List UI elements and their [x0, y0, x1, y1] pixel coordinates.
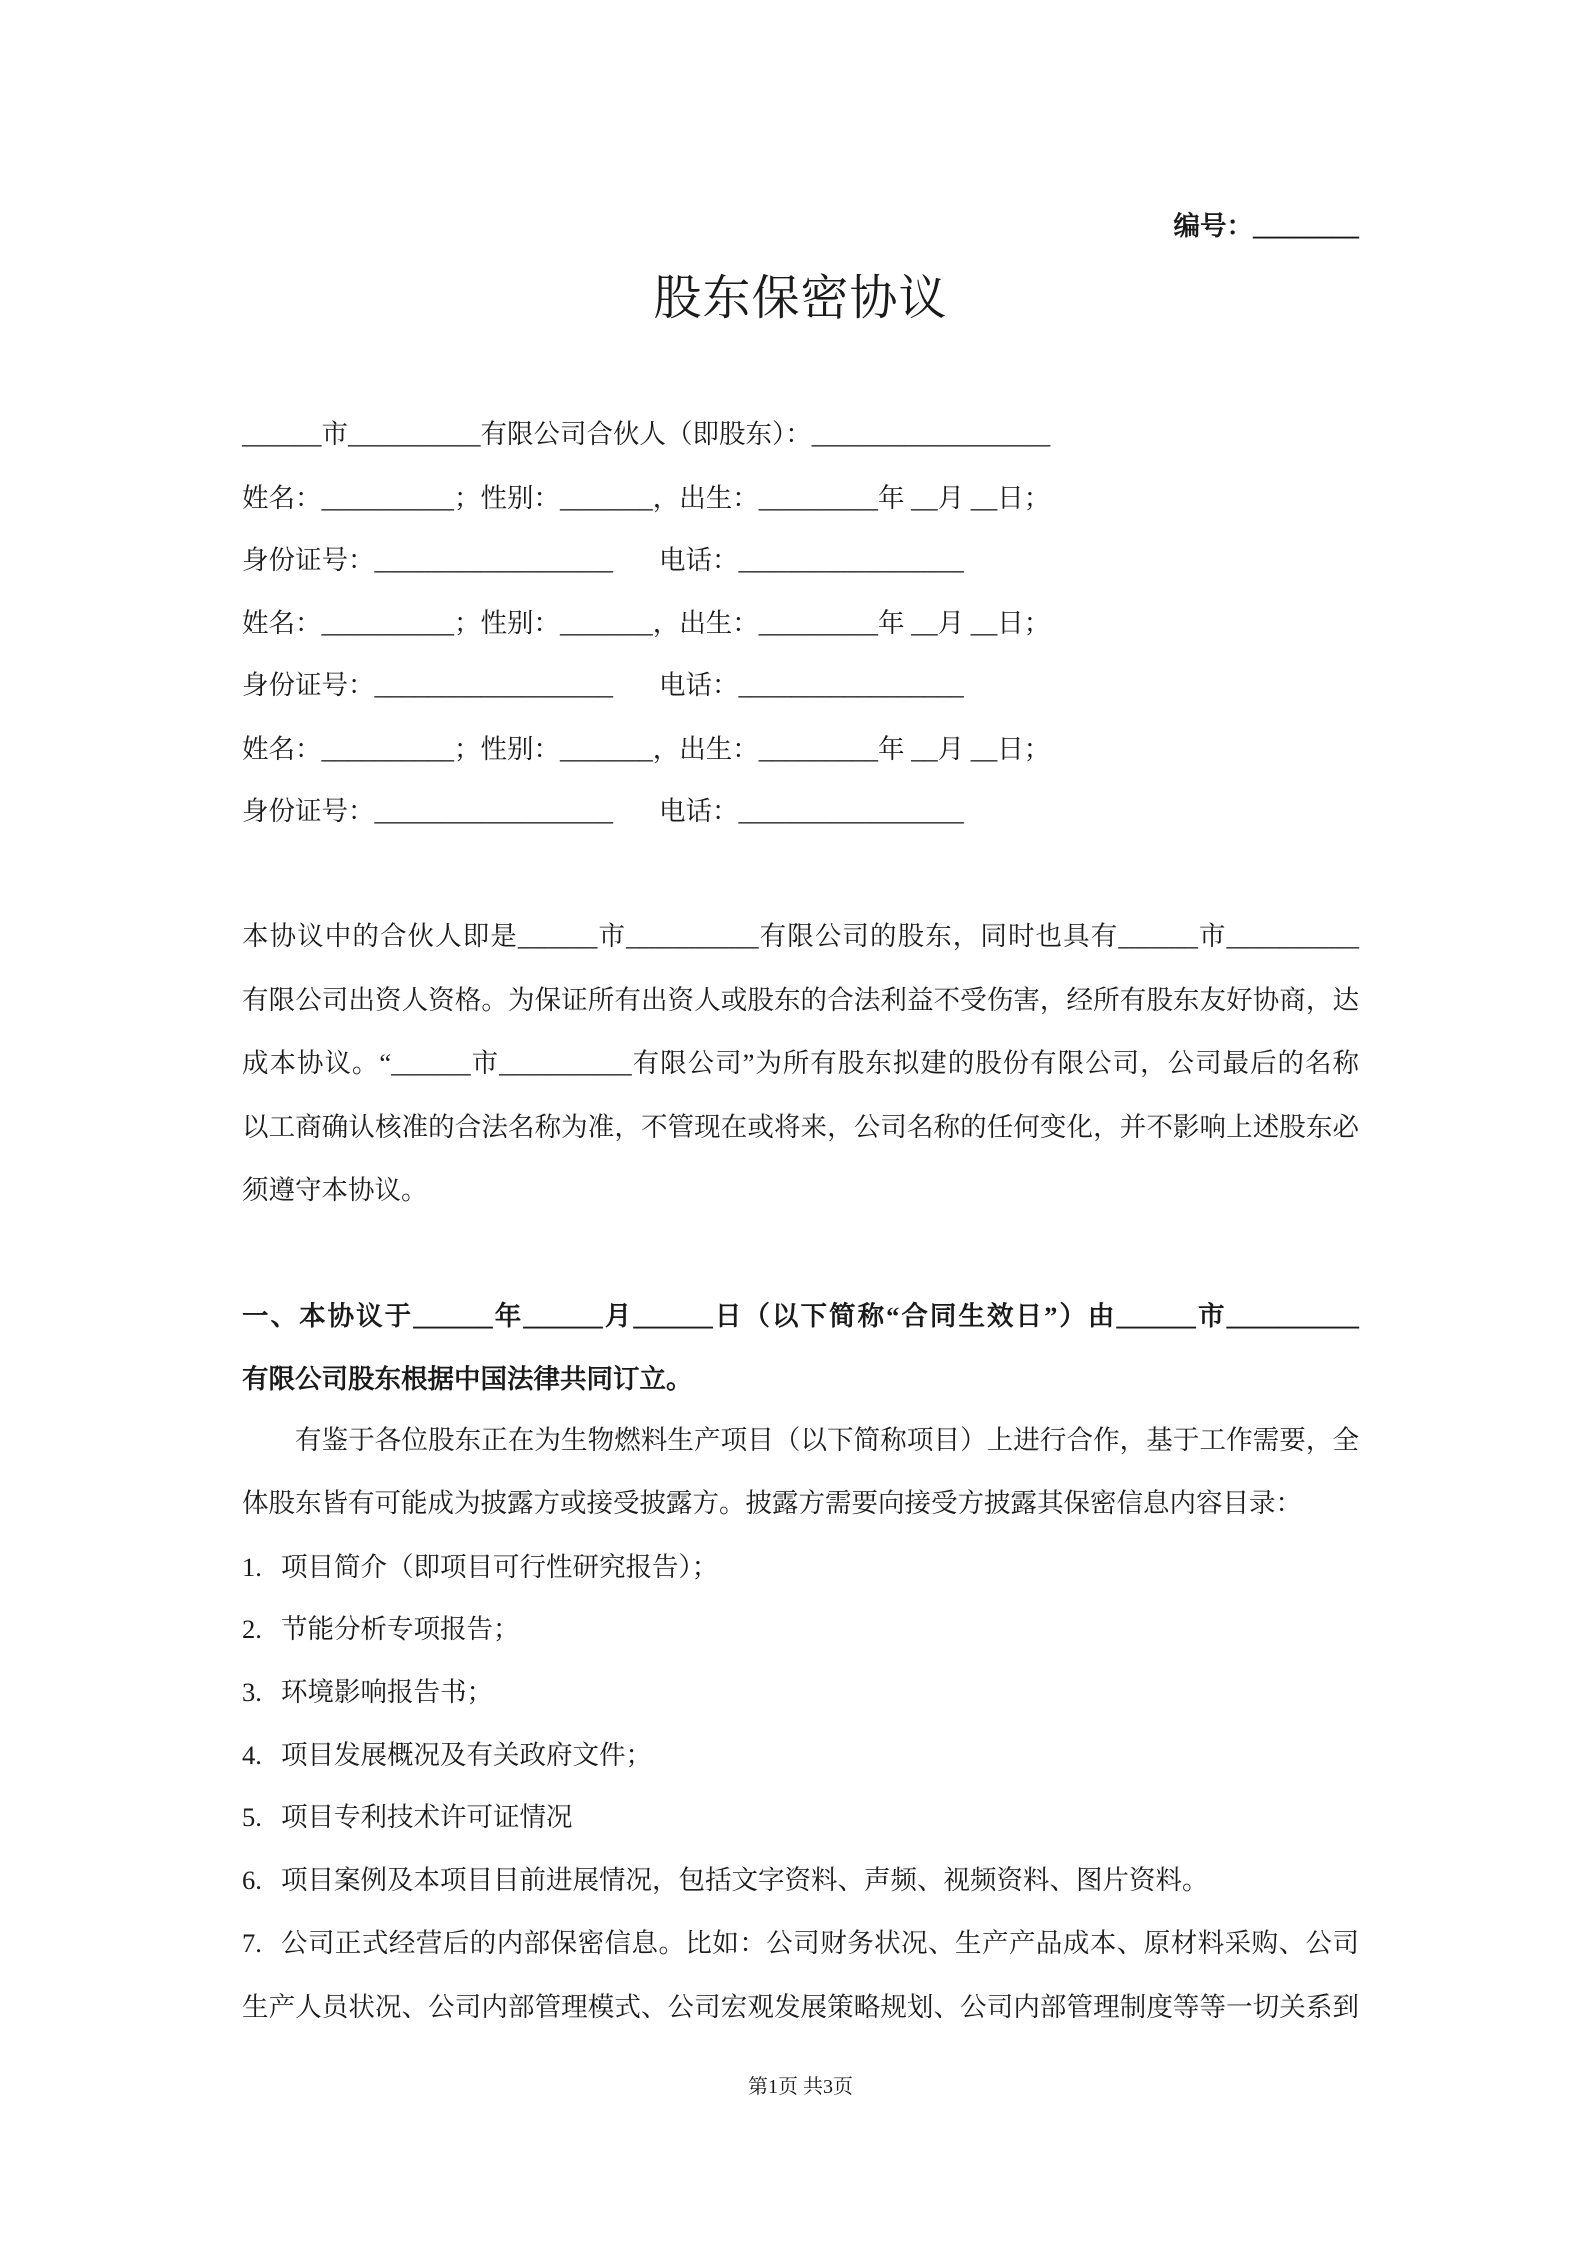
- list-item-number: 2.: [242, 1614, 262, 1644]
- member-name-line: 姓名：__________；性别：_______，出生：_________年 __月 __日；: [242, 608, 1051, 638]
- list-item: [242, 1925, 1359, 1961]
- list-item: [242, 1737, 1359, 1773]
- intro-paragraph-line: 以工商确认核准的合法名称为准，不管现在或将来，公司名称的任何变化，并不影响上述股东必: [242, 1112, 1359, 1142]
- list-item-text: 项目专利技术许可证情况: [281, 1802, 573, 1832]
- article-paragraph-line: 有鉴于各位股东正在为生物燃料生产项目（以下简称项目）上进行合作，基于工作需要，全: [295, 1425, 1359, 1455]
- list-item-text: 公司正式经营后的内部保密信息。比如：公司财务状况、生产产品成本、原材料采购、公司: [281, 1928, 1359, 1958]
- list-item-number: 6.: [242, 1865, 262, 1895]
- list-item: [242, 1862, 1359, 1898]
- article-paragraph-line: 体股东皆有可能成为披露方或接受披露方。披露方需要向接受方披露其保密信息内容目录：: [242, 1488, 1302, 1518]
- list-item-continuation: 生产人员状况、公司内部管理模式、公司宏观发展策略规划、公司内部管理制度等等一切关系到: [242, 1992, 1359, 2022]
- member-name-line: 姓名：__________；性别：_______，出生：_________年 __月 __日；: [242, 483, 1051, 513]
- list-item-text: 项目简介（即项目可行性研究报告）；: [281, 1552, 719, 1582]
- list-item-number: 1.: [242, 1552, 262, 1582]
- list-item-text: 项目发展概况及有关政府文件；: [281, 1740, 652, 1770]
- list-item: [242, 1674, 1359, 1710]
- member-id-line: [242, 667, 1359, 703]
- list-item-number: 5.: [242, 1802, 262, 1832]
- intro-paragraph-line: 成本协议。“______市__________有限公司”为所有股东拟建的股份有限公司，公司最后的名称: [242, 1048, 1359, 1078]
- article-heading-line: 有限公司股东根据中国法律共同订立。: [242, 1364, 693, 1394]
- company-partner-line: ______市__________有限公司合伙人（即股东）：__________________: [242, 419, 1051, 449]
- member-id-label: 身份证号：__________________: [242, 796, 613, 826]
- article-heading-line: 一、本协议于______年______月______日（以下简称“合同生效日”）由______市__________: [242, 1301, 1359, 1331]
- intro-paragraph-line: 有限公司出资人资格。为保证所有出资人或股东的合法利益不受伤害，经所有股东友好协商，达: [242, 985, 1359, 1015]
- member-id-line: [242, 793, 1359, 829]
- member-id-label: 身份证号：__________________: [242, 545, 613, 575]
- list-item-text: 环境影响报告书；: [281, 1677, 493, 1707]
- intro-paragraph-line: 本协议中的合伙人即是______市__________有限公司的股东，同时也具有______市__________: [242, 921, 1359, 951]
- document-number-label: 编号：________: [1173, 211, 1359, 241]
- member-id-label: 身份证号：__________________: [242, 670, 613, 700]
- list-item-text: 项目案例及本项目目前进展情况，包括文字资料、声频、视频资料、图片资料。: [281, 1865, 1209, 1895]
- list-item: [242, 1549, 1359, 1585]
- list-item-number: 3.: [242, 1677, 262, 1707]
- document-title: 股东保密协议: [653, 272, 948, 325]
- list-item: [242, 1611, 1359, 1647]
- member-phone-label: 电话：_________________: [659, 796, 964, 826]
- list-item-text: 节能分析专项报告；: [281, 1614, 520, 1644]
- list-item-number: 4.: [242, 1740, 262, 1770]
- member-phone-label: 电话：_________________: [659, 670, 964, 700]
- member-phone-label: 电话：_________________: [659, 545, 964, 575]
- member-name-line: 姓名：__________；性别：_______，出生：_________年 __月 __日；: [242, 734, 1051, 764]
- intro-paragraph-line: 须遵守本协议。: [242, 1175, 428, 1205]
- member-id-line: [242, 542, 1359, 578]
- list-item: [242, 1799, 1359, 1835]
- page-footer: 第1页 共3页: [748, 2076, 853, 2098]
- list-item-number: 7.: [242, 1928, 262, 1958]
